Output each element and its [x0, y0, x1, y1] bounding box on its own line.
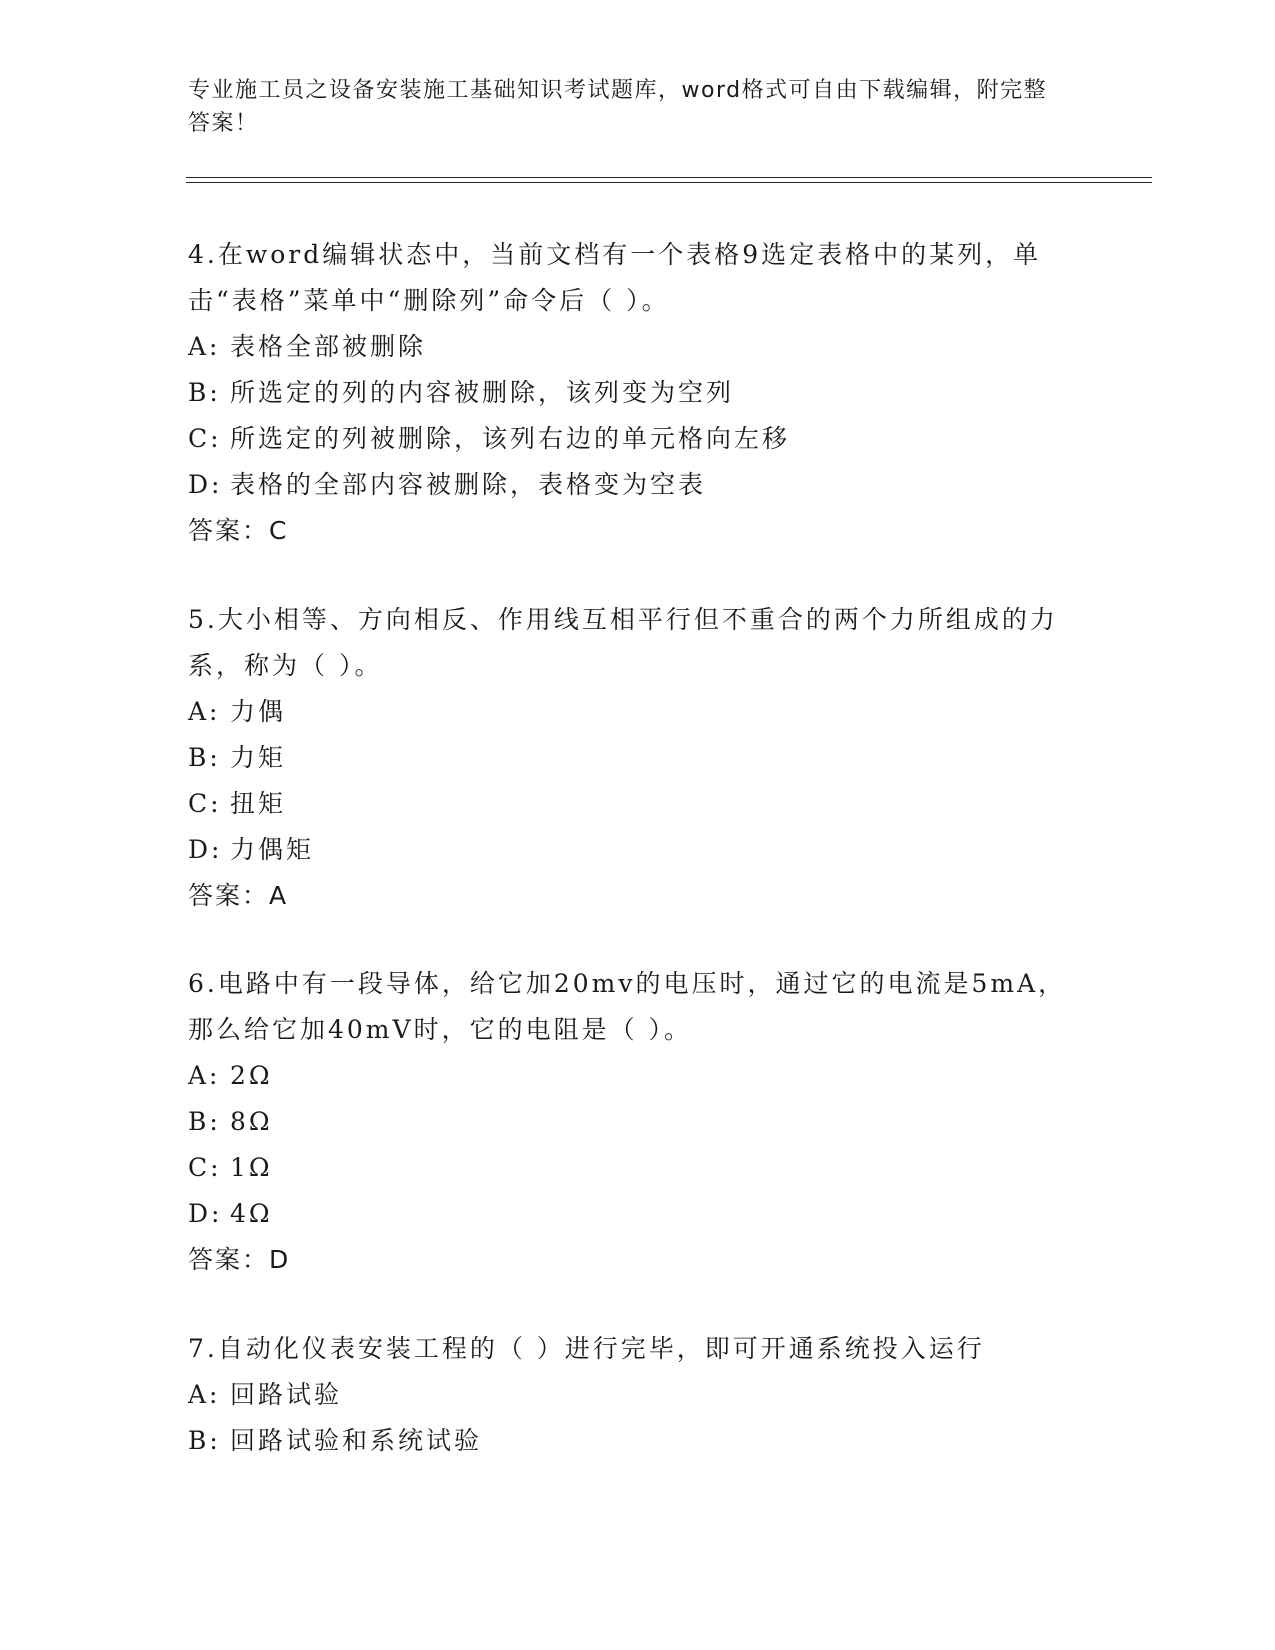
option-text: 回路试验和系统试验	[230, 1426, 483, 1455]
option-text: 2Ω	[230, 1061, 273, 1090]
option-a	[188, 1053, 1088, 1099]
document-title: 专业施工员之设备安装施工基础知识考试题库，word格式可自由下载编辑，附完整答案！	[188, 78, 1048, 136]
option-b	[188, 370, 1088, 416]
question-stem: 4.在word编辑状态中，当前文档有一个表格9选定表格中的某列，单击“表格”菜单中“删除列”命令后（ ）。	[188, 240, 1042, 315]
option-text: 力偶	[230, 697, 287, 726]
option-text: 回路试验	[230, 1380, 343, 1409]
option-key: C:	[188, 789, 222, 818]
option-text: 所选定的列的内容被删除，该列变为空列	[230, 378, 735, 407]
option-key: D:	[188, 835, 223, 864]
option-text: 8Ω	[230, 1107, 273, 1136]
question-6	[188, 961, 1088, 1283]
question-stem: 6.电路中有一段导体，给它加20mv的电压时，通过它的电流是5mA，那么给它加40mV时，它的电阻是（ ）。	[188, 969, 1067, 1044]
option-key: B:	[188, 743, 221, 772]
question-stem: 7.自动化仪表安装工程的（ ）进行完毕，即可开通系统投入运行	[188, 1334, 985, 1363]
option-key: D:	[188, 1199, 223, 1228]
option-key: C:	[188, 424, 222, 453]
header-divider-top	[186, 177, 1152, 178]
option-key: B:	[188, 378, 221, 407]
option-c	[188, 781, 1088, 827]
question-4	[188, 232, 1088, 554]
answer: 答案：D	[188, 1245, 291, 1274]
option-b	[188, 1418, 1088, 1464]
option-c	[188, 1145, 1088, 1191]
option-key: C:	[188, 1153, 222, 1182]
option-c	[188, 416, 1088, 462]
option-key: A:	[188, 1061, 221, 1090]
option-a	[188, 1372, 1088, 1418]
option-key: A:	[188, 332, 221, 361]
option-key: B:	[188, 1426, 221, 1455]
option-a	[188, 324, 1088, 370]
option-a	[188, 689, 1088, 735]
option-b	[188, 1099, 1088, 1145]
option-b	[188, 735, 1088, 781]
question-5	[188, 597, 1088, 919]
document-header	[188, 74, 1068, 140]
option-key: A:	[188, 1380, 221, 1409]
option-text: 4Ω	[230, 1199, 273, 1228]
option-text: 表格的全部内容被删除，表格变为空表	[230, 470, 707, 499]
answer: 答案：A	[188, 881, 289, 910]
option-text: 力偶矩	[230, 835, 315, 864]
option-text: 力矩	[230, 743, 287, 772]
option-text: 所选定的列被删除，该列右边的单元格向左移	[230, 424, 791, 453]
question-stem: 5.大小相等、方向相反、作用线互相平行但不重合的两个力所组成的力系，称为（ ）。	[188, 605, 1058, 680]
option-d	[188, 1191, 1088, 1237]
option-text: 1Ω	[230, 1153, 273, 1182]
option-key: D:	[188, 470, 223, 499]
option-d	[188, 827, 1088, 873]
answer: 答案：C	[188, 516, 289, 545]
question-7	[188, 1326, 1088, 1464]
option-key: A:	[188, 697, 221, 726]
option-d	[188, 462, 1088, 508]
header-divider-bottom	[186, 182, 1152, 183]
option-text: 扭矩	[230, 789, 287, 818]
option-text: 表格全部被删除	[230, 332, 427, 361]
option-key: B:	[188, 1107, 221, 1136]
